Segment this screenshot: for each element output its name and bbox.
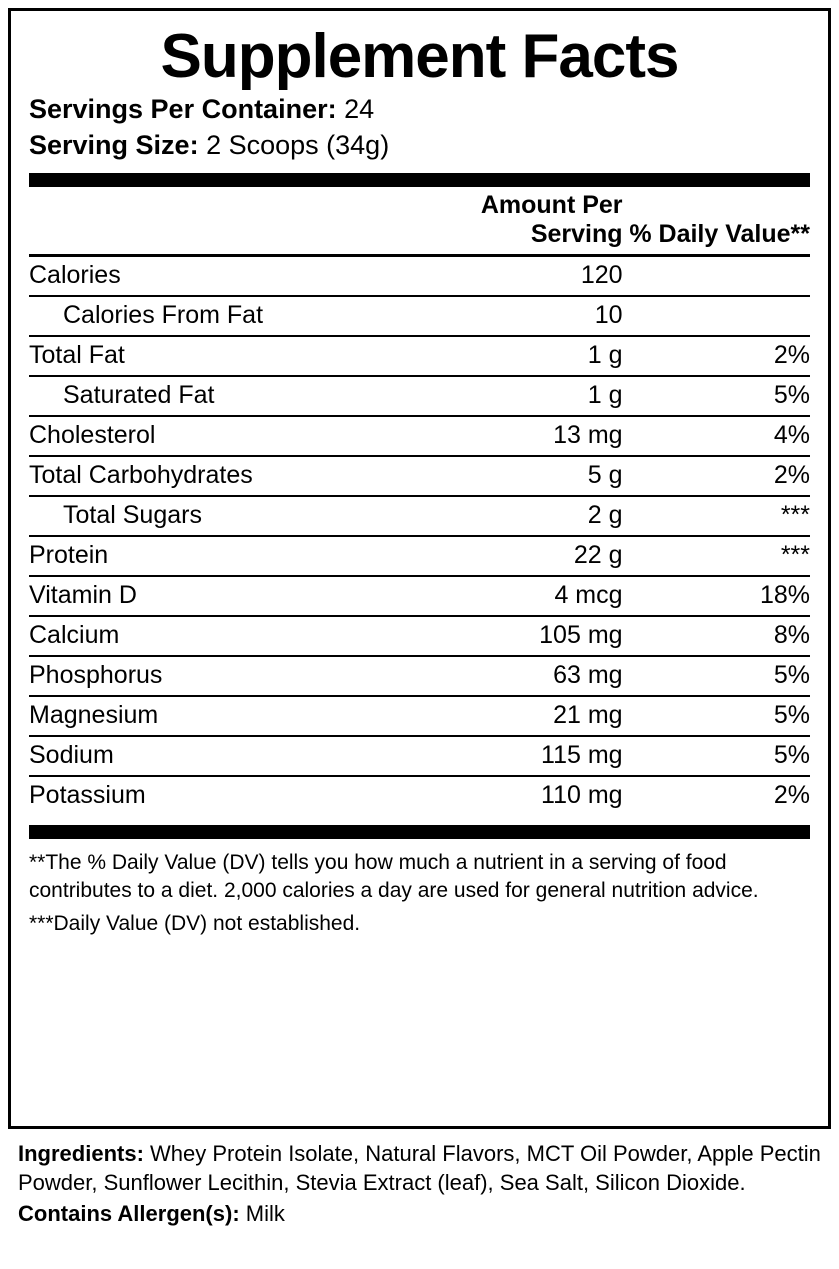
thick-divider-top xyxy=(29,173,810,187)
table-row xyxy=(29,456,810,496)
row-amount: 5 g xyxy=(388,456,622,496)
row-amount: 120 xyxy=(388,256,622,297)
thick-divider-bottom xyxy=(29,825,810,839)
row-daily-value: 5% xyxy=(623,736,810,776)
row-name: Protein xyxy=(29,536,388,576)
row-name: Calories xyxy=(29,256,388,297)
header-daily-value: % Daily Value** xyxy=(623,187,810,256)
table-row xyxy=(29,616,810,656)
table-header-row xyxy=(29,187,810,256)
row-amount: 105 mg xyxy=(388,616,622,656)
nutrition-table-body xyxy=(29,187,810,815)
table-row xyxy=(29,376,810,416)
nutrition-table xyxy=(29,187,810,815)
row-name: Cholesterol xyxy=(29,416,388,456)
row-name: Vitamin D xyxy=(29,576,388,616)
row-daily-value: 2% xyxy=(623,336,810,376)
row-name: Potassium xyxy=(29,781,146,810)
row-amount: 1 g xyxy=(388,376,622,416)
supplement-facts-panel xyxy=(8,8,831,1129)
row-daily-value: 4% xyxy=(623,416,810,456)
table-row xyxy=(29,336,810,376)
footnote-not-established: ***Daily Value (DV) not established. xyxy=(29,912,361,936)
table-row xyxy=(29,576,810,616)
row-daily-value: 5% xyxy=(623,376,810,416)
row-name: Calories From Fat xyxy=(29,296,388,336)
row-name: Total Sugars xyxy=(29,496,388,536)
row-amount: 21 mg xyxy=(388,696,622,736)
table-row xyxy=(29,736,810,776)
row-amount: 115 mg xyxy=(388,736,622,776)
serving-size-value: 2 Scoops (34g) xyxy=(206,129,390,160)
serving-size-label: Serving Size: xyxy=(29,129,199,160)
serving-size xyxy=(29,128,810,164)
row-daily-value: 5% xyxy=(623,656,810,696)
row-daily-value: 5% xyxy=(623,696,810,736)
row-amount: 13 mg xyxy=(388,416,622,456)
row-amount: 1 g xyxy=(388,336,622,376)
ingredients-line xyxy=(18,1139,824,1197)
row-amount: 4 mcg xyxy=(388,576,622,616)
row-amount: 110 mg xyxy=(541,781,623,810)
row-amount: 10 xyxy=(388,296,622,336)
row-amount: 63 mg xyxy=(388,656,622,696)
servings-per-container xyxy=(29,92,810,128)
table-row xyxy=(29,496,810,536)
servings-per-container-label: Servings Per Container: xyxy=(29,94,337,125)
row-daily-value: 2% xyxy=(623,456,810,496)
servings-per-container-value: 24 xyxy=(344,94,375,125)
page-title: Supplement Facts xyxy=(160,22,679,91)
row-daily-value: *** xyxy=(623,536,810,576)
footnote-daily-value: **The % Daily Value (DV) tells you how much a nutrient in a serving of food contributes to a diet. 2,000 calories a day are used for general nutrition advice. xyxy=(29,851,759,902)
row-daily-value: *** xyxy=(623,496,810,536)
row-name: Sodium xyxy=(29,736,388,776)
allergen-label: Contains Allergen(s): xyxy=(18,1201,240,1227)
row-daily-value: 18% xyxy=(623,576,810,616)
ingredients-label: Ingredients: xyxy=(18,1141,144,1166)
table-row xyxy=(29,656,810,696)
row-amount: 22 g xyxy=(388,536,622,576)
row-daily-value xyxy=(623,296,810,336)
allergen-text: Milk xyxy=(245,1201,285,1227)
ingredients-text: Whey Protein Isolate, Natural Flavors, MCT Oil Powder, Apple Pectin Powder, Sunflower Lecithin, Stevia Extract (leaf), Sea Salt, Silicon Dioxide. xyxy=(18,1141,821,1196)
table-row xyxy=(29,256,810,297)
header-amount-per-serving: Amount Per Serving xyxy=(388,187,622,256)
header-blank xyxy=(29,187,388,256)
row-daily-value: 8% xyxy=(623,616,810,656)
row-daily-value xyxy=(623,256,810,297)
row-name: Total Carbohydrates xyxy=(29,456,388,496)
table-row xyxy=(29,416,810,456)
row-name: Calcium xyxy=(29,616,388,656)
row-name: Phosphorus xyxy=(29,656,388,696)
table-row xyxy=(29,696,810,736)
footnotes xyxy=(29,839,810,937)
table-row xyxy=(29,776,810,815)
row-name: Saturated Fat xyxy=(29,376,388,416)
row-name: Total Fat xyxy=(29,336,388,376)
row-amount: 2 g xyxy=(388,496,622,536)
table-row xyxy=(29,536,810,576)
row-daily-value: 2% xyxy=(773,781,810,810)
table-row xyxy=(29,296,810,336)
ingredients-section xyxy=(18,1139,824,1228)
allergen-line xyxy=(18,1199,824,1228)
row-name: Magnesium xyxy=(29,696,388,736)
